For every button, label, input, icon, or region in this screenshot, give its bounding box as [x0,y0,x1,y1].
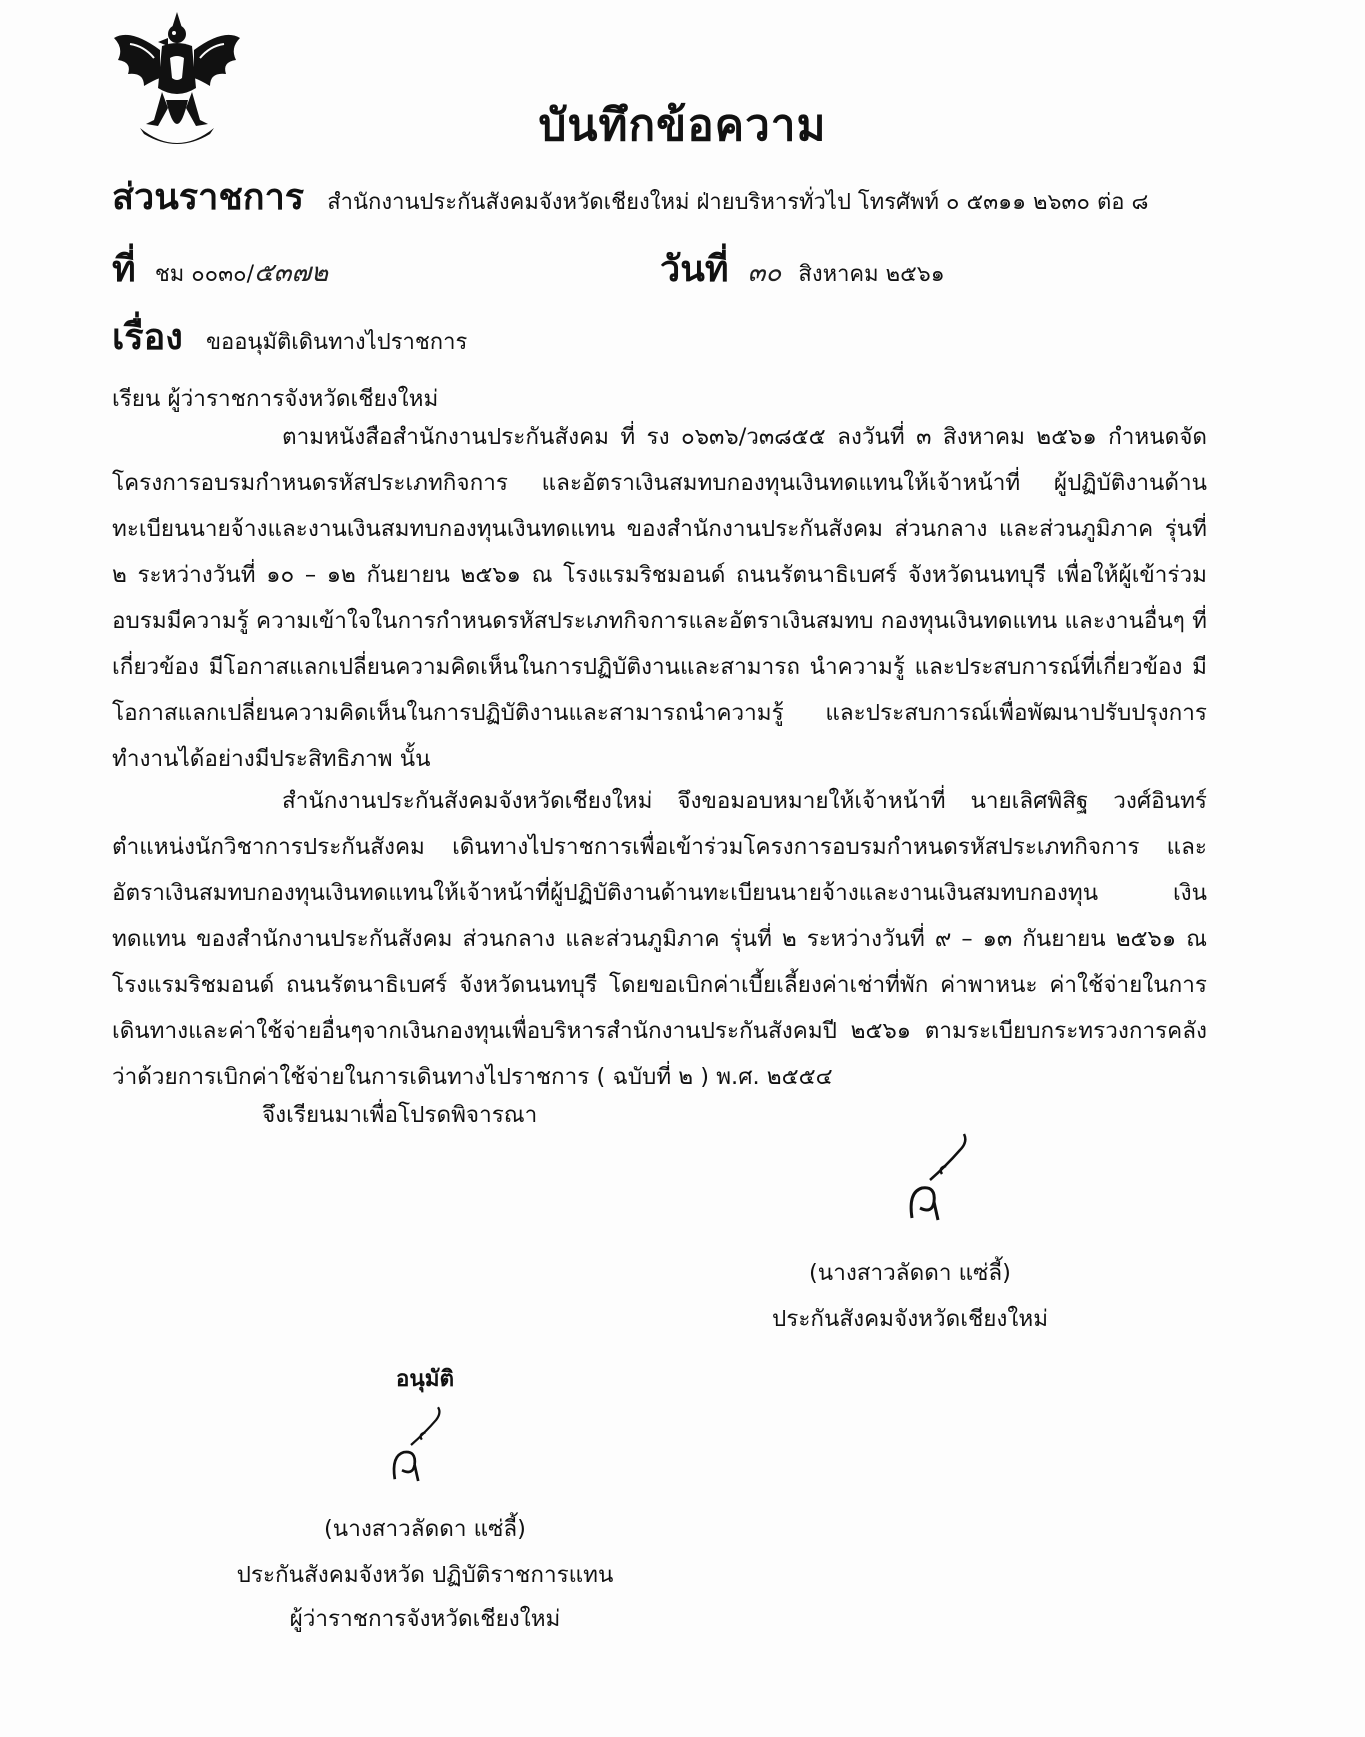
closing-line: จึงเรียนมาเพื่อโปรดพิจารณา [262,1102,538,1128]
body-paragraph-2 [112,778,1207,1100]
reference-number-handwritten: ๕๓๗๒ [254,258,329,288]
salutation: เรียน ผู้ว่าราชการจังหวัดเชียงใหม่ [112,386,439,412]
approver-name: (นางสาวลัดดา แซ่ลี้) [324,1516,526,1542]
subject-value: ขออนุมัติเดินทางไปราชการ [205,330,468,355]
reference-prefix: ชม ๐๐๓๐/ [154,262,254,287]
approver-position-line-1: ประกันสังคมจังหวัด ปฏิบัติราชการแทน [236,1562,614,1588]
department-row [112,168,1148,225]
department-value: สำนักงานประกันสังคมจังหวัดเชียงใหม่ ฝ่ายบริหารทั่วไป โทรศัพท์ ๐ ๕๓๑๑ ๒๖๓๐ ต่อ ๘ [327,190,1149,215]
memo-title: บันทึกข้อความ [538,100,827,151]
paragraph-1-text: ตามหนังสือสำนักงานประกันสังคม ที่ รง ๐๖๓๖/ว๓๘๕๕ ลงวันที่ ๓ สิงหาคม ๒๕๖๑ กำหนดจัดโครงการอบรมกำหนดรหัสประเภทกิจการ และอัตราเงินสมทบกองทุนเงินทดแทนให้เจ้าหน้าที่ ผู้ปฏิบัติงานด้านทะเบียนนายจ้างและงานเงินสมทบกองทุนเงินทดแทน ของสำนักงานประกันสังคม ส่วนกลาง และส่วนภูมิภาค รุ่นที่ ๒ ระหว่างวันที่ ๑๐ – ๑๒ กันยายน ๒๕๖๑ ณ โรงแรมริชมอนด์ ถนนรัตนาธิเบศร์ จังหวัดนนทบุรี เพื่อให้ผู้เข้าร่วมอบรมมีความรู้ ความเข้าใจในการกำหนดรหัสประเภทกิจการและอัตราเงินสมทบ กองทุนเงินทดแทน และงานอื่นๆ ที่เกี่ยวข้อง มีโอกาสแลกเปลี่ยนความคิดเห็นในการปฏิบัติงานและสามารถ นำความรู้ และประสบการณ์ที่เกี่ยวข้อง มีโอกาสแลกเปลี่ยนความคิดเห็นในการปฏิบัติงานและสามารถนำความรู้ และประสบการณ์เพื่อพัฒนาปรับปรุงการทำงานได้อย่างมีประสิทธิภาพ นั้น [112,424,1207,772]
department-label: ส่วนราชการ [112,177,305,218]
reference-label: ที่ [112,249,136,290]
subject-row [112,308,467,365]
paragraph-2-text: สำนักงานประกันสังคมจังหวัดเชียงใหม่ จึงขอมอบหมายให้เจ้าหน้าที่ นายเลิศพิสิฐ วงศ์อินทร์ ตำแหน่งนักวิชาการประกันสังคม เดินทางไปราชการเพื่อเข้าร่วมโครงการอบรมกำหนดรหัสประเภทกิจการ และอัตราเงินสมทบกองทุนเงินทดแทนให้เจ้าหน้าที่ผู้ปฏิบัติงานด้านทะเบียนนายจ้างและงานเงินสมทบกองทุน เงินทดแทน ของสำนักงานประกันสังคม ส่วนกลาง และส่วนภูมิภาค รุ่นที่ ๒ ระหว่างวันที่ ๙ – ๑๓ กันยายน ๒๕๖๑ ณ โรงแรมริชมอนด์ ถนนรัตนาธิเบศร์ จังหวัดนนทบุรี โดยขอเบิกค่าเบี้ยเลี้ยงค่าเช่าที่พัก ค่าพาหนะ ค่าใช้จ่ายในการเดินทางและค่าใช้จ่ายอื่นๆจากเงินกองทุนเพื่อบริหารสำนักงานประกันสังคมปี ๒๕๖๑ ตามระเบียบกระทรวงการคลังว่าด้วยการเบิกค่าใช้จ่ายในการเดินทางไปราชการ ( ฉบับที่ ๒ ) พ.ศ. ๒๕๕๔ [112,788,1207,1090]
date-label: วันที่ [660,249,729,290]
approval-label: อนุมัติ [395,1366,455,1392]
date-day-handwritten: ๓๐ [747,258,782,288]
body-paragraph-1 [112,414,1207,782]
date-month-year: สิงหาคม ๒๕๖๑ [798,262,945,287]
signer-name: (นางสาวลัดดา แซ่ลี้) [809,1260,1011,1286]
reference-row [112,240,328,297]
approval-signature-mark-icon [375,1400,465,1490]
signer-position: ประกันสังคมจังหวัดเชียงใหม่ [771,1306,1049,1332]
signature-mark-icon [890,1130,990,1230]
subject-label: เรื่อง [112,317,183,358]
date-row [660,240,945,297]
approver-position-line-2: ผู้ว่าราชการจังหวัดเชียงใหม่ [289,1606,561,1632]
